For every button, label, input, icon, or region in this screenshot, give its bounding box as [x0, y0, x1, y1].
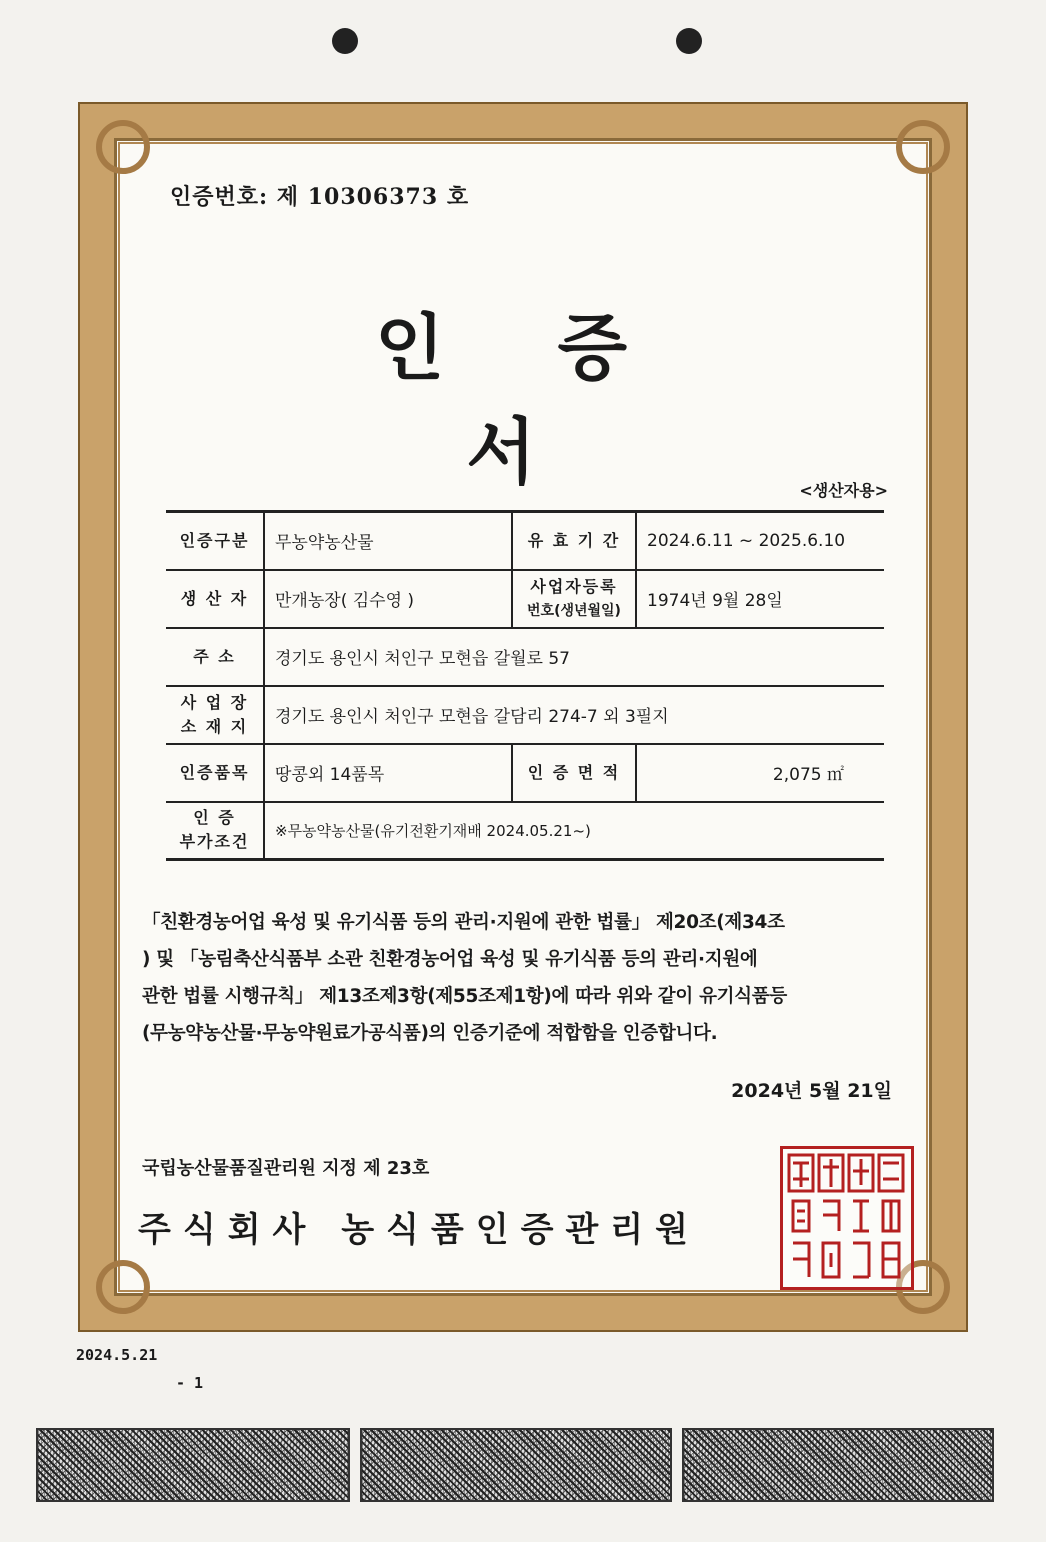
- address-value: 경기도 용인시 처인구 모현읍 갈월로 57: [264, 628, 884, 686]
- category-label: 인증구분: [166, 512, 264, 570]
- table-row: [166, 570, 884, 628]
- table-row: [166, 686, 884, 744]
- certificate-number: 인증번호: 제 10306373 호: [170, 184, 470, 210]
- site-value: 경기도 용인시 처인구 모현읍 갈담리 274-7 외 3필지: [264, 686, 884, 744]
- usage-label: <생산자용>: [799, 481, 888, 500]
- condition-label-line2: 부가조건: [179, 832, 250, 852]
- corner-ornament: [96, 120, 150, 174]
- statement-line: (무농약농산물·무농약원료가공식품)의 인증기준에 적합함을 인증합니다.: [142, 1023, 718, 1044]
- security-pattern: [682, 1428, 994, 1502]
- bizno-label-line1: 사업자등록: [530, 576, 618, 596]
- statement-line: 관한 법률 시행규칙」 제13조제3항(제55조제1항)에 따라 위와 같이 유기식품등: [142, 986, 787, 1007]
- corner-ornament: [96, 1260, 150, 1314]
- bizno-label-line2: 번호(생년월일): [527, 602, 621, 619]
- seal-glyphs: [783, 1149, 911, 1287]
- condition-value: ※무농약농산물(유기전환기재배 2024.05.21~): [264, 802, 884, 860]
- site-label: [166, 686, 264, 744]
- page-title: 인 증 서: [374, 306, 672, 494]
- category-value: 무농약농산물: [264, 512, 512, 570]
- area-label: 인 증 면 적: [512, 744, 636, 802]
- certification-statement: [142, 904, 894, 1052]
- punch-hole-right: [676, 28, 702, 54]
- site-label-line1: 사 업 장: [180, 692, 249, 712]
- issue-date: 2024년 5월 21일: [731, 1080, 892, 1102]
- producer-label: 생 산 자: [166, 570, 264, 628]
- bizno-value: 1974년 9월 28일: [636, 570, 884, 628]
- official-seal: [780, 1146, 914, 1290]
- items-label: 인증품목: [166, 744, 264, 802]
- statement-line: ) 및 「농림축산식품부 소관 친환경농어업 육성 및 유기식품 등의 관리·지원에: [142, 949, 758, 970]
- table-row: [166, 744, 884, 802]
- validity-label: 유 효 기 간: [512, 512, 636, 570]
- condition-label-line1: 인 증: [193, 808, 236, 828]
- table-row: [166, 512, 884, 570]
- validity-value: 2024.6.11 ~ 2025.6.10: [636, 512, 884, 570]
- security-pattern: [36, 1428, 350, 1502]
- punch-hole-left: [332, 28, 358, 54]
- table-row: [166, 628, 884, 686]
- issuer-company: 주식회사 농식품인증관리원: [138, 1210, 700, 1250]
- certificate-table: [166, 510, 884, 861]
- footer-page-number: - 1: [176, 1374, 204, 1392]
- site-label-line2: 소 재 지: [180, 716, 249, 736]
- table-row: [166, 802, 884, 860]
- area-value: 2,075 ㎡: [636, 744, 884, 802]
- statement-line: 「친환경농어업 육성 및 유기식품 등의 관리·지원에 관한 법률」 제20조(제34조: [142, 912, 785, 933]
- footer-date: 2024.5.21: [76, 1346, 158, 1364]
- corner-ornament: [896, 120, 950, 174]
- producer-value: 만개농장( 김수영 ): [264, 570, 512, 628]
- condition-label: [166, 802, 264, 860]
- security-pattern: [360, 1428, 672, 1502]
- bizno-label: [512, 570, 636, 628]
- address-label: 주 소: [166, 628, 264, 686]
- issuer-designation: 국립농산물품질관리원 지정 제 23호: [142, 1158, 430, 1179]
- items-value: 땅콩외 14품목: [264, 744, 512, 802]
